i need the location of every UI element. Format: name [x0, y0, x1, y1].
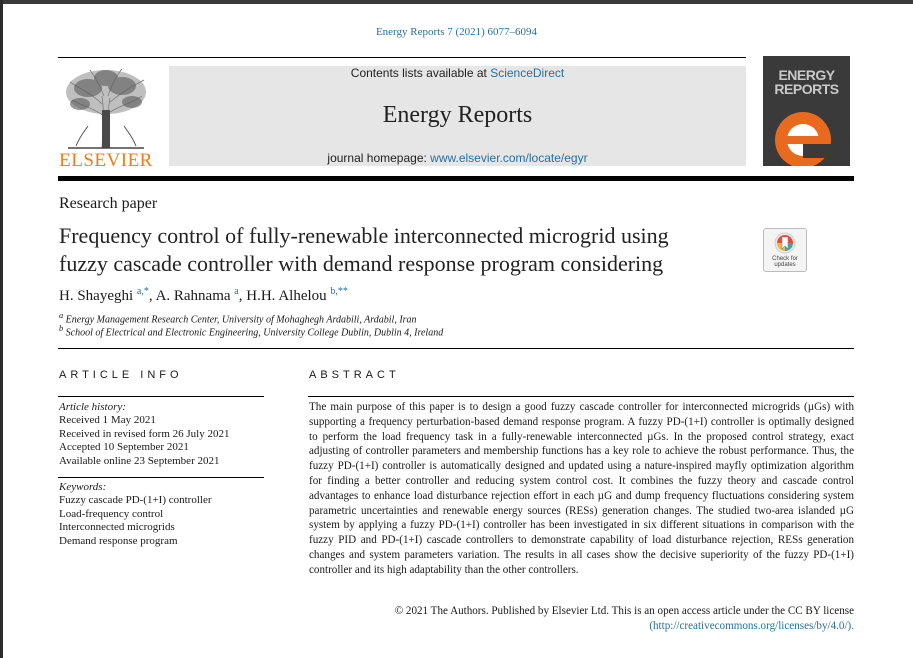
journal-header-panel — [169, 66, 746, 166]
author-name[interactable]: H. Shayeghi — [59, 288, 134, 304]
article-title-line2: fuzzy cascade controller with demand response program considering — [59, 251, 664, 276]
keyword-item: Interconnected microgrids — [59, 521, 175, 534]
author-list: H. Shayeghi $^{a,*}$, A. Rahnama $^a$, H.H. Alhelou $^{b,**}$ — [59, 286, 348, 304]
homepage-prefix: journal homepage: — [327, 151, 431, 165]
cover-e-graphic-icon — [763, 56, 850, 166]
affiliation-text: School of Electrical and Electronic Engineering, University College Dublin, Dublin 4, Ireland — [65, 327, 444, 339]
license-statement — [309, 604, 854, 634]
affiliation-text: Energy Management Research Center, University of Mohaghegh Ardabili, Ardabil, Iran — [65, 314, 417, 326]
elsevier-wordmark: ELSEVIER — [59, 150, 153, 171]
crossmark-label-line1: Check for — [772, 256, 798, 262]
header-top-rule — [58, 57, 746, 58]
article-info-heading: ARTICLE INFO — [59, 369, 183, 381]
affiliation-mark: b — [59, 324, 64, 333]
article-title-line1: Frequency control of fully-renewable interconnected microgrid using — [59, 223, 669, 248]
cover-title-line2: REPORTS — [774, 81, 839, 97]
affiliation-mark: a — [59, 311, 64, 320]
keyword-item: Fuzzy cascade PD-(1+I) controller — [59, 494, 212, 507]
history-item: Available online 23 September 2021 — [59, 454, 220, 467]
article-info-rule — [58, 396, 264, 397]
keywords-list — [59, 481, 212, 548]
cover-title-line1: ENERGY — [778, 67, 835, 83]
abstract-heading: ABSTRACT — [309, 369, 400, 381]
abstract-text: The main purpose of this paper is to design a good fuzzy cascade controller for interconnected microgrids (µGs) with supporting a frequency perturbation-based demand response program. A fuzzy PD-(1+I) controller is optimally designed to perform the load frequency task in a fully-renewable interconnected µGs. In the proposed control strategy, exact adjusting of controller parameters and membership functions has a key role to achieve the robust performance. Thus, the fuzzy PD-(1+I) controller is automatically designed and updated using a nature-inspired mayfly optimization algorithm for finding a better controller and reducing system control cost. It combines the fuzzy theory and cascade control advantages to enhance load disturbance rejection effort in each µG and dump frequency fluctuations considering system parametric uncertainties and renewable energy sources (RESs) generation changes. The studied two-area islanded µG system by applying a fuzzy PD-(1+I) controller has been investigated in six different situations in comparison with the fuzzy PID and PD-(1+I) cascade controllers to demonstrate capability of load disturbance rejection, RESs generation changes and system parameters variation. The results in all cases show the decisive superiority of the fuzzy PD-(1+I) controller and its high adaptability than the other controllers. — [309, 401, 854, 576]
journal-title: Energy Reports — [382, 102, 533, 128]
author-affiliation-mark[interactable]: b,** — [330, 286, 348, 297]
journal-homepage-link[interactable]: www.elsevier.com/locate/egyr — [430, 151, 588, 165]
page-top-edge — [0, 0, 913, 4]
crossmark-label — [764, 256, 806, 268]
sciencedirect-link[interactable]: ScienceDirect — [490, 66, 565, 80]
article-type: Research paper — [59, 195, 158, 212]
contents-line — [169, 66, 746, 80]
license-text: © 2021 The Authors. Published by Elsevier Ltd. This is an open access article under the CC BY license — [394, 605, 854, 617]
page-left-edge — [0, 0, 3, 658]
author-affiliation-mark[interactable]: a,* — [136, 286, 149, 297]
journal-cover-thumbnail[interactable] — [763, 56, 850, 166]
article-history — [59, 401, 229, 468]
affiliation-b — [59, 324, 443, 338]
elsevier-tree-icon — [58, 66, 154, 150]
section-divider — [58, 348, 854, 349]
keyword-item: Load-frequency control — [59, 507, 164, 520]
keywords-label: Keywords: — [59, 481, 107, 493]
header-thick-rule — [58, 176, 854, 181]
history-item: Received in revised form 26 July 2021 — [59, 427, 230, 440]
license-link[interactable]: (http://creativecommons.org/licenses/by/4.0/). — [649, 620, 854, 632]
author-name[interactable]: A. Rahnama — [155, 288, 231, 304]
elsevier-logo[interactable] — [58, 66, 154, 171]
history-item: Accepted 10 September 2021 — [59, 441, 189, 454]
contents-prefix: Contents lists available at — [350, 66, 491, 80]
abstract-rule — [308, 396, 854, 397]
journal-citation-link[interactable]: Energy Reports 7 (2021) 6077–6094 — [375, 26, 538, 38]
author-affiliation-mark[interactable]: a — [234, 286, 239, 297]
crossmark-label-line2: updates — [774, 262, 796, 268]
check-for-updates-button[interactable] — [763, 228, 807, 272]
history-item: Received 1 May 2021 — [59, 414, 156, 427]
author-name[interactable]: H.H. Alhelou — [246, 288, 327, 304]
article-history-label: Article history: — [59, 401, 126, 413]
crossmark-icon — [764, 229, 806, 257]
keywords-rule — [58, 477, 264, 478]
homepage-line — [169, 151, 746, 165]
keyword-item: Demand response program — [59, 534, 178, 547]
article-title — [59, 222, 759, 278]
